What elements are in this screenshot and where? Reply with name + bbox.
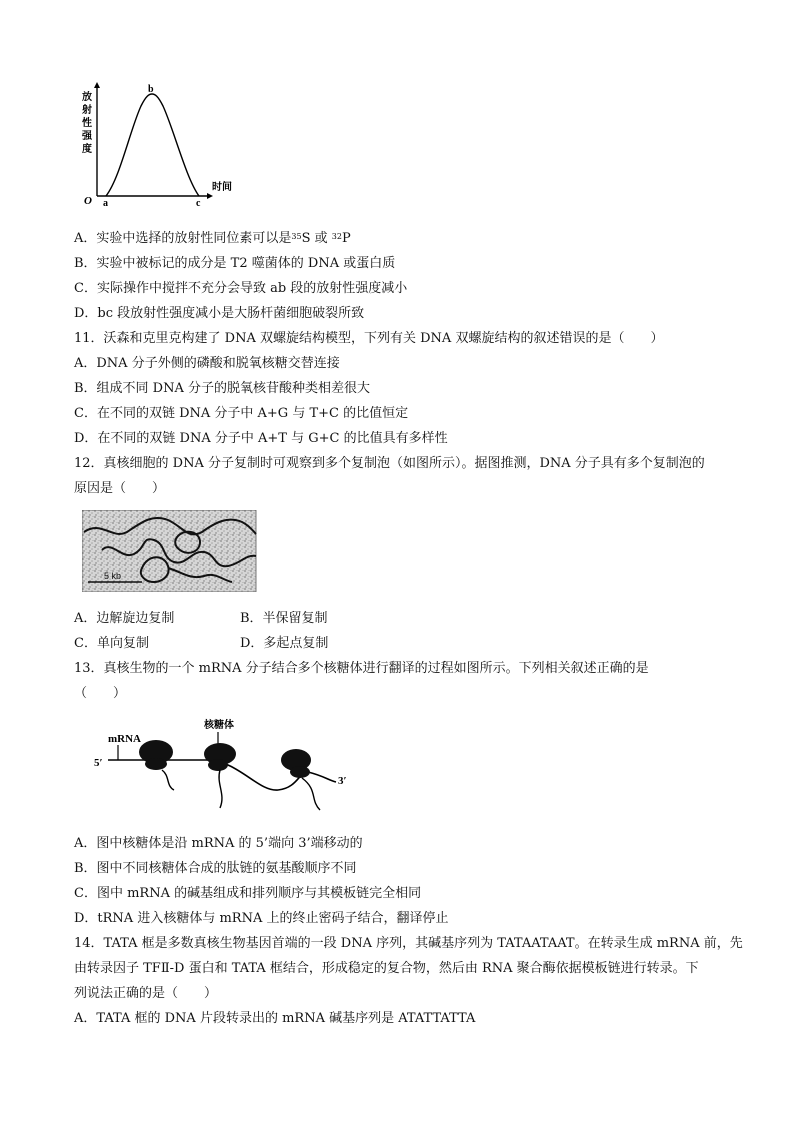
q12-stem-line1: 12．真核细胞的 DNA 分子复制时可观察到多个复制泡（如图所示）。据图推测，DNA 分子具有多个复制泡的 <box>74 456 705 471</box>
q10-option-b: B．实验中被标记的成分是 T2 噬菌体的 DNA 或蛋白质 <box>74 256 396 271</box>
ribosome <box>204 743 236 808</box>
polysome-translation-diagram <box>88 712 368 822</box>
q10-option-a: A．实验中选择的放射性同位素可以是$^{35}$S 或 $^{32}$P <box>74 231 351 246</box>
mrna-label: mRNA <box>108 733 141 745</box>
y-axis-arrow <box>94 82 100 88</box>
origin-label: O <box>84 195 92 207</box>
q11-stem: 11．沃森和克里克构建了 DNA 双螺旋结构模型，下列有关 DNA 双螺旋结构的叙述错误的是（ ） <box>74 331 664 346</box>
x-axis-arrow <box>207 193 213 199</box>
x-axis-label: 时间 <box>212 182 232 193</box>
three-prime-label: 3′ <box>338 775 347 787</box>
ribosome-label: 核糖体 <box>204 720 234 731</box>
ribosome <box>281 749 320 810</box>
q11-option-c: C．在不同的双链 DNA 分子中 A+G 与 T+C 的比值恒定 <box>74 406 409 421</box>
replication-bubble-micrograph <box>82 510 258 592</box>
q14-stem-line1: 14．TATA 框是多数真核生物基因首端的一段 DNA 序列，其碱基序列为 TATAATAAT。在转录生成 mRNA 前，先 <box>74 936 743 951</box>
y-axis-label-char: 度 <box>82 144 92 155</box>
q14-stem-line3: 列说法正确的是（ ） <box>74 986 218 1001</box>
q13-option-d: D．tRNA 进入核糖体与 mRNA 上的终止密码子结合，翻译停止 <box>74 911 449 926</box>
q11-option-d: D．在不同的双链 DNA 分子中 A+T 与 G+C 的比值具有多样性 <box>74 431 448 446</box>
y-axis-label-char: 射 <box>82 105 92 116</box>
radioactivity-curve-figure <box>78 80 248 210</box>
q13-stem-line1: 13．真核生物的一个 mRNA 分子结合多个核糖体进行翻译的过程如图所示。下列相关叙述正确的是 <box>74 661 649 676</box>
q12-option-d: D．多起点复制 <box>240 636 329 651</box>
q12-options-row1 <box>74 610 328 628</box>
y-axis-label-char: 放 <box>82 92 92 103</box>
point-label-a: a <box>103 198 108 209</box>
q13-option-c: C．图中 mRNA 的碱基组成和排列顺序与其模板链完全相同 <box>74 886 422 901</box>
point-label-c: c <box>196 198 201 209</box>
q13-option-a: A．图中核糖体是沿 mRNA 的 5’端向 3’端移动的 <box>74 836 363 851</box>
q11-option-a: A．DNA 分子外侧的磷酸和脱氧核糖交替连接 <box>74 356 340 371</box>
ribosome <box>139 740 174 790</box>
q12-option-a: A．边解旋边复制 <box>74 611 175 626</box>
five-prime-label: 5′ <box>94 757 103 769</box>
y-axis-label-char: 性 <box>82 118 92 129</box>
q12-option-c: C．单向复制 <box>74 636 149 651</box>
q13-stem-line2: （ ） <box>74 686 127 701</box>
scale-bar-label: 5 kb <box>104 571 122 581</box>
q14-option-a: A．TATA 框的 DNA 片段转录出的 mRNA 碱基序列是 ATATTATTA <box>74 1011 476 1026</box>
q14-stem-line2: 由转录因子 TFⅡ-D 蛋白和 TATA 框结合，形成稳定的复合物，然后由 RNA 聚合酶依据模板链进行转录。下 <box>74 961 699 976</box>
q12-stem-line2: 原因是（ ） <box>74 481 166 496</box>
sulfur-mass-number: 35 <box>291 232 302 241</box>
phosphorus-mass-number: 32 <box>331 232 342 241</box>
q12-options-row2 <box>74 635 329 653</box>
q10-option-d: D．bc 段放射性强度减小是大肠杆菌细胞破裂所致 <box>74 306 365 321</box>
y-axis-label-char: 强 <box>82 131 92 142</box>
radioactivity-curve <box>106 94 199 196</box>
q12-option-b: B．半保留复制 <box>240 611 328 626</box>
q10-option-c: C．实际操作中搅拌不充分会导致 ab 段的放射性强度减小 <box>74 281 408 296</box>
point-label-b: b <box>148 84 154 95</box>
q11-option-b: B．组成不同 DNA 分子的脱氧核苷酸种类相差很大 <box>74 381 371 396</box>
q13-option-b: B．图中不同核糖体合成的肽链的氨基酸顺序不同 <box>74 861 357 876</box>
